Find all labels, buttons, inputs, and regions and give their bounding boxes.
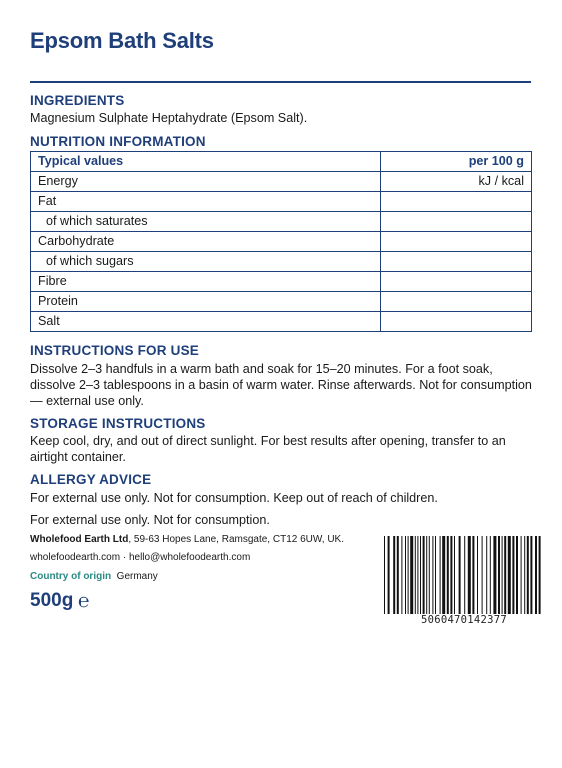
- nutrient-label: Salt: [31, 312, 381, 332]
- company-contact: wholefoodearth.com · hello@wholefoodearth.com: [30, 552, 251, 563]
- barcode-bar: [415, 536, 416, 614]
- barcode-bar: [512, 536, 514, 614]
- barcode-bar: [502, 536, 503, 614]
- table-row: [31, 252, 532, 272]
- barcode-bar: [498, 536, 500, 614]
- table-row: [31, 192, 532, 212]
- barcode-bar: [482, 536, 483, 614]
- table-row: [31, 232, 532, 252]
- barcode-bar: [401, 536, 402, 614]
- barcode-bar: [459, 536, 461, 614]
- barcode-bar: [468, 536, 471, 614]
- nutrient-label: Fibre: [31, 272, 381, 292]
- table-row: [31, 312, 532, 332]
- barcode-bar: [435, 536, 436, 614]
- barcode-bar: [410, 536, 413, 614]
- ingredients-heading: INGREDIENTS: [30, 93, 125, 108]
- barcode-bar: [486, 536, 487, 614]
- company-address: [30, 534, 344, 545]
- country-of-origin: [30, 571, 158, 582]
- title-divider: [30, 81, 531, 83]
- nutrient-value: [381, 232, 532, 252]
- barcode-bar: [426, 536, 427, 614]
- allergy-note: For external use only. Not for consumption.: [30, 513, 270, 527]
- barcode-bar: [464, 536, 465, 614]
- barcode-bar: [527, 536, 529, 614]
- nutrition-heading: NUTRITION INFORMATION: [30, 134, 206, 149]
- barcode-bar: [408, 536, 409, 614]
- barcode-bar: [535, 536, 537, 614]
- barcode-bar: [417, 536, 418, 614]
- barcode-bar: [539, 536, 541, 614]
- barcode-bar: [397, 536, 399, 614]
- barcode-bar: [423, 536, 425, 614]
- instructions-heading: INSTRUCTIONS FOR USE: [30, 343, 200, 358]
- address-text: , 59-63 Hopes Lane, Ramsgate, CT12 6UW, UK.: [128, 534, 344, 545]
- nutrient-value: [381, 212, 532, 232]
- barcode-bar: [420, 536, 421, 614]
- nutrient-label: of which saturates: [31, 212, 381, 232]
- barcode-bar: [493, 536, 496, 614]
- barcode-bar: [393, 536, 395, 614]
- barcode-bar: [384, 536, 385, 614]
- nutrient-value: [381, 272, 532, 292]
- barcode-bar: [504, 536, 506, 614]
- barcode-bar: [429, 536, 430, 614]
- nutrient-label: Fat: [31, 192, 381, 212]
- barcode-bar: [454, 536, 455, 614]
- table-row: [31, 292, 532, 312]
- table-row: [31, 212, 532, 232]
- nutrient-label: Energy: [31, 172, 381, 192]
- barcode-bar: [490, 536, 491, 614]
- nutrient-value: kJ / kcal: [381, 172, 532, 192]
- company-name: Wholefood Earth Ltd: [30, 534, 129, 545]
- barcode-icon: [382, 536, 546, 616]
- nutrition-table: [30, 151, 532, 332]
- barcode-bar: [530, 536, 532, 614]
- nutrient-label: Protein: [31, 292, 381, 312]
- barcode-bar: [508, 536, 511, 614]
- table-row: [31, 272, 532, 292]
- nutrient-value: [381, 292, 532, 312]
- net-weight: 500g: [30, 590, 74, 611]
- barcode-bar: [405, 536, 406, 614]
- nutrition-header-row: [31, 152, 532, 172]
- nutrient-value: [381, 312, 532, 332]
- barcode-bar: [477, 536, 478, 614]
- per-100g-header: per 100 g: [381, 152, 532, 172]
- barcode-bar: [472, 536, 474, 614]
- typical-values-header: Typical values: [31, 152, 381, 172]
- barcode-number: 5060470142377: [420, 614, 508, 626]
- barcode-bar: [450, 536, 452, 614]
- instructions-text: Dissolve 2–3 handfuls in a warm bath and soak for 15–20 minutes. For a foot soak, dissolve 2–3 tablespoons in a basin of warm water. Rinse afterwards. Not for consumption — external use only.: [30, 362, 532, 408]
- origin-value: Germany: [116, 571, 158, 582]
- nutrient-value: [381, 252, 532, 272]
- barcode-bar: [521, 536, 522, 614]
- barcode-bar: [524, 536, 525, 614]
- barcode-bar: [388, 536, 390, 614]
- nutrient-value: [381, 192, 532, 212]
- product-title: Epsom Bath Salts: [30, 28, 214, 53]
- allergy-heading: ALLERGY ADVICE: [30, 472, 152, 487]
- origin-label: Country of origin: [30, 571, 112, 582]
- barcode-bar: [447, 536, 449, 614]
- nutrient-label: of which sugars: [31, 252, 381, 272]
- storage-text: Keep cool, dry, and out of direct sunlight. For best results after opening, transfer to an airtight container.: [30, 434, 506, 464]
- estimated-e-mark-icon: ℮: [78, 590, 90, 612]
- barcode-bar: [442, 536, 445, 614]
- barcode-bar: [432, 536, 433, 614]
- barcode-bar: [516, 536, 518, 614]
- allergy-warning: For external use only. Not for consumption. Keep out of reach of children.: [30, 491, 438, 505]
- storage-heading: STORAGE INSTRUCTIONS: [30, 416, 206, 431]
- nutrient-label: Carbohydrate: [31, 232, 381, 252]
- table-row: [31, 172, 532, 192]
- barcode-bar: [440, 536, 441, 614]
- ingredients-text: Magnesium Sulphate Heptahydrate (Epsom Salt).: [30, 111, 308, 125]
